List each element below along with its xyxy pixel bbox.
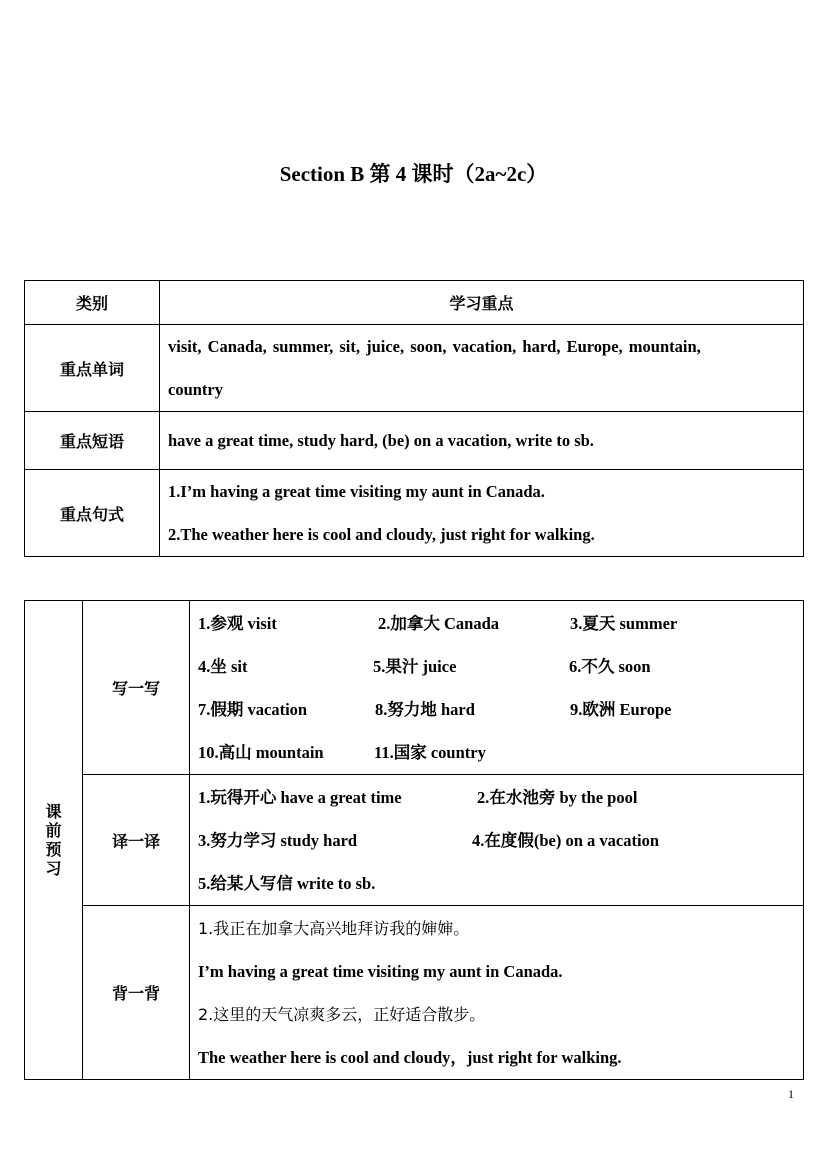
write-row-4 [198,731,803,774]
recite-line-4: The weather here is cool and cloudy，just right for walking. [198,1047,622,1067]
write-item: 8.努力地 hard [375,699,475,719]
translate-item: 2.在水池旁 by the pool [477,787,638,807]
row-content-words [160,325,804,412]
recite-line-3: 2.这里的天气凉爽多云，正好适合散步。 [198,1004,486,1024]
translate-label: 译一译 [83,775,190,906]
phrases-line-1: have a great time, study hard, (be) on a vacation, write to sb. [168,431,594,450]
col-category-header: 类别 [25,281,160,325]
write-item: 4.坐 sit [198,656,248,676]
write-item: 9.欧洲 Europe [570,699,672,719]
translate-row-2 [198,819,803,862]
section-label: 课前预习 [45,802,62,878]
row-label-sentences: 重点句式 [25,470,160,557]
translate-item: 4.在度假(be) on a vacation [472,830,659,850]
translate-item: 5.给某人写信 write to sb. [198,873,376,893]
write-label: 写一写 [83,601,190,775]
page-number: 1 [788,1087,794,1101]
write-item: 3.夏天 summer [570,613,678,633]
sentence-line-2: 2.The weather here is cool and cloudy, just right for walking. [168,525,595,544]
page-title: Section B 第 4 课时（2a~2c） [279,162,548,186]
write-item: 10.高山 mountain [198,742,324,762]
write-row-2 [198,645,803,688]
write-row-3 [198,688,803,731]
write-item: 1.参观 visit [198,613,277,633]
write-item: 5.果汁 juice [373,656,457,676]
recite-content [190,906,804,1080]
write-item: 6.不久 soon [569,656,651,676]
write-row-1 [198,602,803,645]
recite-label: 背一背 [83,906,190,1080]
write-content [190,601,804,775]
translate-item: 3.努力学习 study hard [198,830,358,850]
recite-line-1: 1.我正在加拿大高兴地拜访我的婶婶。 [198,918,470,938]
translate-content [190,775,804,906]
translate-row-1 [198,776,803,819]
row-label-phrases: 重点短语 [25,412,160,470]
row-content-phrases [160,412,804,470]
col-focus-header: 学习重点 [160,281,804,325]
row-content-sentences [160,470,804,557]
sentence-line-1: 1.I’m having a great time visiting my aunt in Canada. [168,482,545,501]
translate-item: 1.玩得开心 have a great time [198,787,402,807]
translate-row-3 [198,862,803,905]
section-label-cell [25,601,83,1080]
recite-line-2: I’m having a great time visiting my aunt in Canada. [198,961,563,981]
words-line-1: visit, Canada, summer, sit, juice, soon, vacation, hard, Europe, mountain, [168,337,701,356]
preview-table [24,600,804,1080]
row-label-words: 重点单词 [25,325,160,412]
words-line-2: country [168,380,223,399]
write-item: 7.假期 vacation [198,699,308,719]
write-item: 11.国家 country [374,742,486,762]
write-item: 2.加拿大 Canada [378,613,500,633]
focus-table [24,280,804,557]
